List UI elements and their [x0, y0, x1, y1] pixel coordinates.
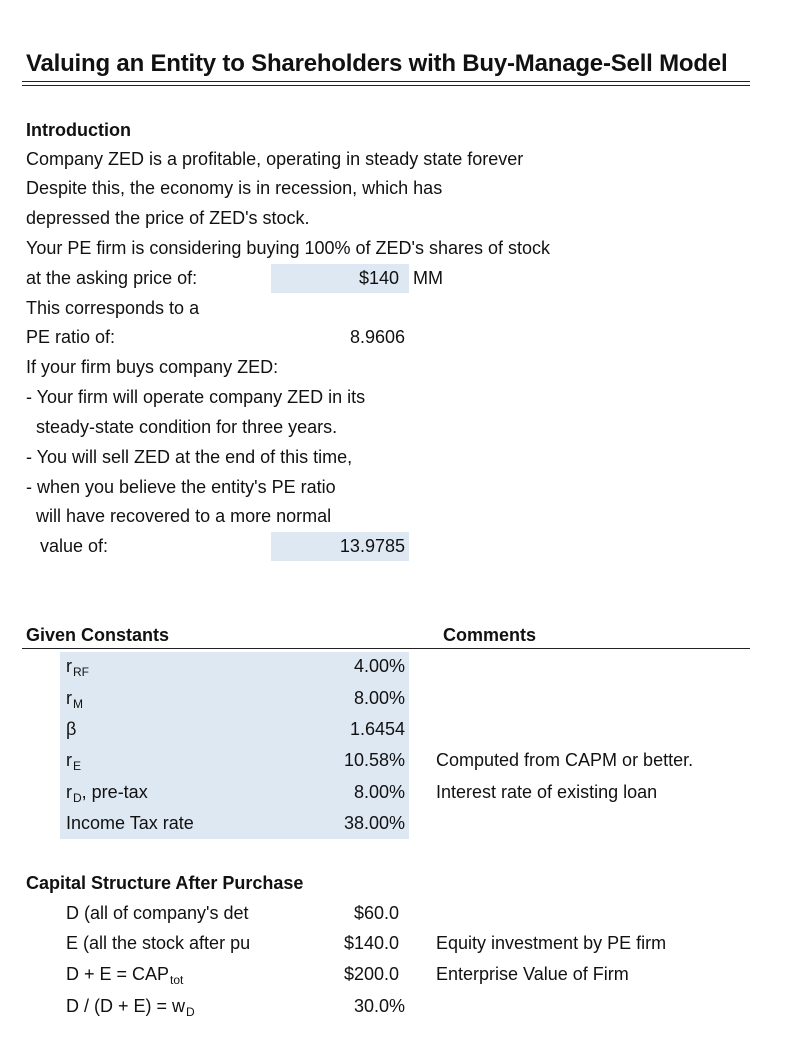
asking-price-unit: MM [413, 268, 443, 288]
capital-label: D (all of company's det [66, 903, 249, 923]
capital-comment: Enterprise Value of Firm [436, 964, 629, 984]
capital-value[interactable]: $140.0 [343, 933, 399, 953]
capital-heading: Capital Structure After Purchase [26, 873, 304, 893]
constant-comment: Computed from CAPM or better. [436, 750, 694, 770]
constant-value[interactable]: 1.6454 [349, 719, 405, 739]
constant-value[interactable]: 8.00% [353, 688, 405, 708]
constant-label: Income Tax rate [66, 813, 194, 833]
page-title: Valuing an Entity to Shareholders with Buy-Manage-Sell Model [26, 50, 728, 77]
constant-label: β [66, 719, 77, 739]
constant-comment: Interest rate of existing loan [436, 782, 658, 802]
constants-underline [22, 648, 750, 649]
constant-label: $r_E$ [66, 750, 82, 773]
intro-line: steady-state condition for three years. [36, 417, 338, 437]
intro-line: Despite this, the economy is in recession, which has [26, 178, 443, 198]
intro-line: value of: [40, 536, 109, 556]
capital-value[interactable]: $200.0 [343, 964, 399, 984]
intro-line: Your PE firm is considering buying 100% of ZED's shares of stock [26, 238, 551, 258]
capital-value[interactable]: $60.0 [353, 903, 399, 923]
comments-heading: Comments [443, 625, 537, 645]
intro-line: PE ratio of: [26, 327, 116, 347]
intro-line: - Your firm will operate company ZED in its [26, 387, 366, 407]
constant-value[interactable]: 8.00% [353, 782, 405, 802]
capital-label: $D + E = CAP_{tot}$ [66, 964, 184, 987]
pe-ratio-value[interactable]: 8.9606 [349, 327, 405, 347]
asking-price-value[interactable]: $140 [358, 268, 399, 288]
constant-value[interactable]: 38.00% [343, 813, 405, 833]
intro-line: If your firm buys company ZED: [26, 357, 279, 377]
intro-line: Company ZED is a profitable, operating in steady state forever [26, 149, 524, 169]
intro-line: at the asking price of: [26, 268, 198, 288]
constant-label: $r_M$ [66, 688, 83, 711]
title-double-underline [22, 81, 750, 86]
constant-value[interactable]: 10.58% [343, 750, 405, 770]
capital-value[interactable]: 30.0% [353, 996, 405, 1016]
constant-value[interactable]: 4.00% [353, 656, 405, 676]
intro-line: - You will sell ZED at the end of this time, [26, 447, 353, 467]
capital-label: E (all the stock after pu [66, 933, 251, 953]
intro-heading: Introduction [26, 120, 131, 140]
capital-label: $D / (D + E) = w_D$ [66, 996, 195, 1019]
normal-pe-value[interactable]: 13.9785 [339, 536, 405, 556]
intro-line: depressed the price of ZED's stock. [26, 208, 310, 228]
intro-line: - when you believe the entity's PE ratio [26, 477, 336, 497]
intro-line: This corresponds to a [26, 298, 200, 318]
constant-label: $r_D$, pre-tax [66, 782, 148, 805]
constants-heading: Given Constants [26, 625, 170, 645]
constant-label: $r_{RF}$ [66, 656, 89, 679]
capital-comment: Equity investment by PE firm [436, 933, 667, 953]
intro-line: will have recovered to a more normal [36, 506, 332, 526]
